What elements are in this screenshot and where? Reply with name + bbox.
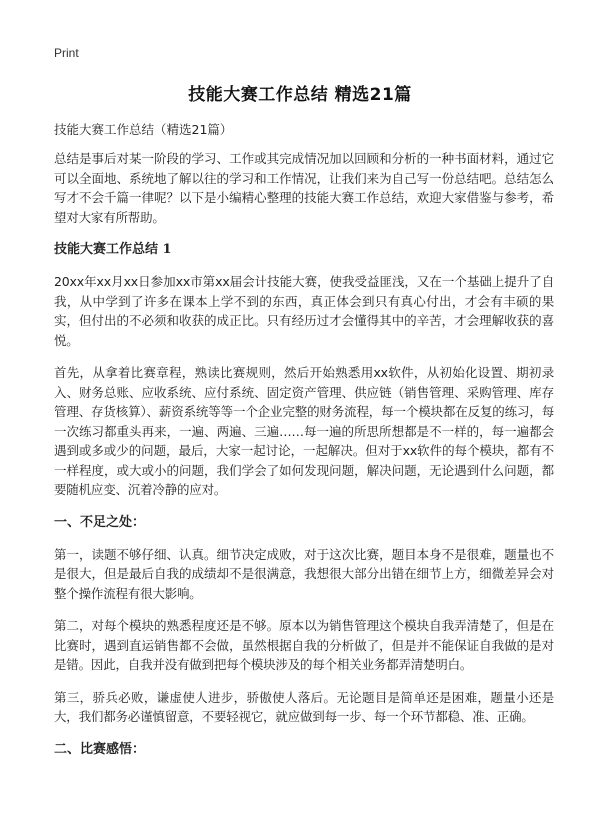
feelings-heading: 二、比赛感悟：: [54, 741, 146, 757]
shortcoming-1: 第一，读题不够仔细、认真。细节决定成败，对于这次比赛，题目本身不是很难，题量也不是很大，但是最后自我的成绩却不是很满意，我想很大部分出错在细节上方，细微差异会对整个操作流程有很大影响。: [54, 546, 554, 601]
section-1-paragraph-1: 20xx年xx月xx日参加xx市第xx届会计技能大赛，使我受益匪浅，又在一个基础上提升了自我，从中学到了许多在课本上学不到的东西，真正体会到只有真心付出，才会有丰硕的果实，但付出的不必须和收获的成正比。只有经历过才会懂得其中的辛苦，才会理解收获的喜悦。: [54, 274, 554, 348]
shortcoming-3: 第三，骄兵必败，谦虚使人进步，骄傲使人落后。无论题目是简单还是困难，题量小还是大，我们都务必谨慎留意，不要轻视它，就应做到每一步、每一个环节都稳、准、正确。: [54, 689, 554, 724]
document-title: 技能大赛工作总结 精选21篇: [188, 85, 412, 105]
document-subtitle: 技能大赛工作总结（精选21篇）: [54, 122, 233, 137]
shortcomings-heading: 一、不足之处：: [54, 514, 146, 530]
intro-paragraph: 总结是事后对某一阶段的学习、工作或其完成情况加以回顾和分析的一种书面材料，通过它可以全面地、系统地了解以往的学习和工作情况，让我们来为自己写一份总结吧。总结怎么写才不会千篇一律呢？以下是小编精心整理的技能大赛工作总结，欢迎大家借鉴与参考，希望对大家有所帮助。: [54, 151, 554, 225]
section-1-paragraph-2: 首先，从拿着比赛章程，熟读比赛规则，然后开始熟悉用xx软件，从初始化设置、期初录入、财务总账、应收系统、应付系统、固定资产管理、供应链（销售管理、采购管理、库存管理、存货核算）、薪资系统等等一个企业完整的财务流程，每一个模块都在反复的练习，每一次练习都重头再来，一遍、两遍、三遍……每一遍的所思所想都是不一样的，每一遍都会遇到或多或少的问题，最后，大家一起讨论，一起解决。但对于xx软件的每个模块，都有不一样程度，或大或小的问题，我们学会了如何发现问题，解决问题，无论遇到什么问题，都要随机应变、沉着冷静的应对。: [54, 365, 554, 497]
print-link[interactable]: Print: [54, 46, 79, 60]
section-1-heading: 技能大赛工作总结 1: [54, 242, 172, 257]
shortcoming-2: 第二，对每个模块的熟悉程度还是不够。原本以为销售管理这个模块自我弄清楚了，但是在比赛时，遇到直运销售都不会做，虽然根据自我的分析做了，但是并不能保证自我做的是对是错。因此，自我并没有做到把每个模块涉及的每个相关业务都弄清楚明白。: [54, 618, 554, 672]
document-body: [54, 121, 554, 772]
